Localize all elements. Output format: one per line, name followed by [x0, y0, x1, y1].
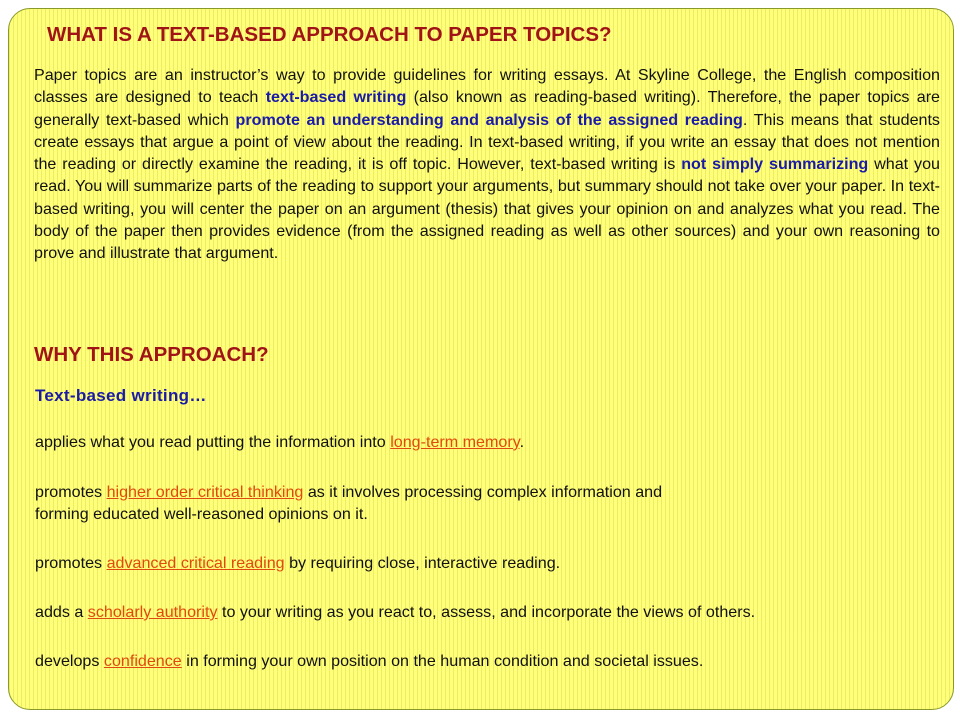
intro-paragraph [34, 64, 940, 265]
heading-why-this-approach: WHY THIS APPROACH? [34, 343, 269, 366]
point-text: develops [35, 652, 104, 670]
point-critical-thinking [35, 481, 662, 526]
point-text: in forming your own position on the human condition and societal issues. [181, 652, 704, 670]
point-text: as it involves processing complex information and [303, 483, 663, 501]
point-critical-reading [35, 552, 560, 574]
point-scholarly-authority [35, 601, 755, 623]
term-advanced-critical-reading: advanced critical reading [106, 554, 285, 572]
term-long-term-memory: long-term memory [390, 433, 520, 451]
point-text: promotes [35, 554, 107, 572]
subheading-text-based-writing: Text-based writing… [35, 386, 207, 405]
intro-text-1: Paper topics are an instructor’s way to provide guidelines for writing essays. At Skyline College, the English composition classes are designed to teach [34, 66, 940, 107]
point-confidence [35, 650, 703, 672]
intro-highlight-not-summarizing: not simply summarizing [681, 155, 869, 174]
intro-text-2: (also known as reading-based writing). Therefore, the paper topics are generally text-based which [34, 88, 941, 129]
term-higher-order-critical-thinking: higher order critical thinking [106, 483, 304, 501]
point-text: to your writing as you react to, assess, and incorporate the views of others. [217, 603, 756, 621]
intro-highlight-text-based-writing: text-based writing [265, 88, 407, 107]
term-confidence: confidence [103, 652, 182, 670]
intro-text-3: . This means that students create essays that argue a point of view about the reading. In text-based writing, if you write an essay that does not mention the reading or directly examine the reading, it is off topic. However, text-based writing is [34, 110, 940, 174]
term-scholarly-authority: scholarly authority [87, 603, 218, 621]
point-text: adds a [35, 603, 88, 621]
point-text: . [519, 433, 525, 451]
point-text: by requiring close, interactive reading. [284, 554, 561, 572]
point-text: applies what you read putting the information into [35, 433, 391, 451]
intro-text-4: what you read. You will summarize parts of the reading to support your arguments, but summary should not take over your paper. In text-based writing, you will center the paper on an argument (thesis) that gives your opinion on and analyzes what you read. The body of the paper then provides evidence (from the assigned reading as well as other sources) and your own reasoning to prove and illustrate that argument. [34, 155, 940, 263]
slide-panel [8, 8, 954, 710]
heading-text-based-approach: WHAT IS A TEXT-BASED APPROACH TO PAPER TOPICS? [47, 23, 612, 46]
intro-highlight-understanding: promote an understanding and analysis of the assigned reading [235, 110, 743, 129]
point-text-line-2: forming educated well-reasoned opinions on it. [35, 505, 368, 524]
point-long-term-memory [35, 431, 524, 453]
point-text: promotes [35, 483, 107, 501]
